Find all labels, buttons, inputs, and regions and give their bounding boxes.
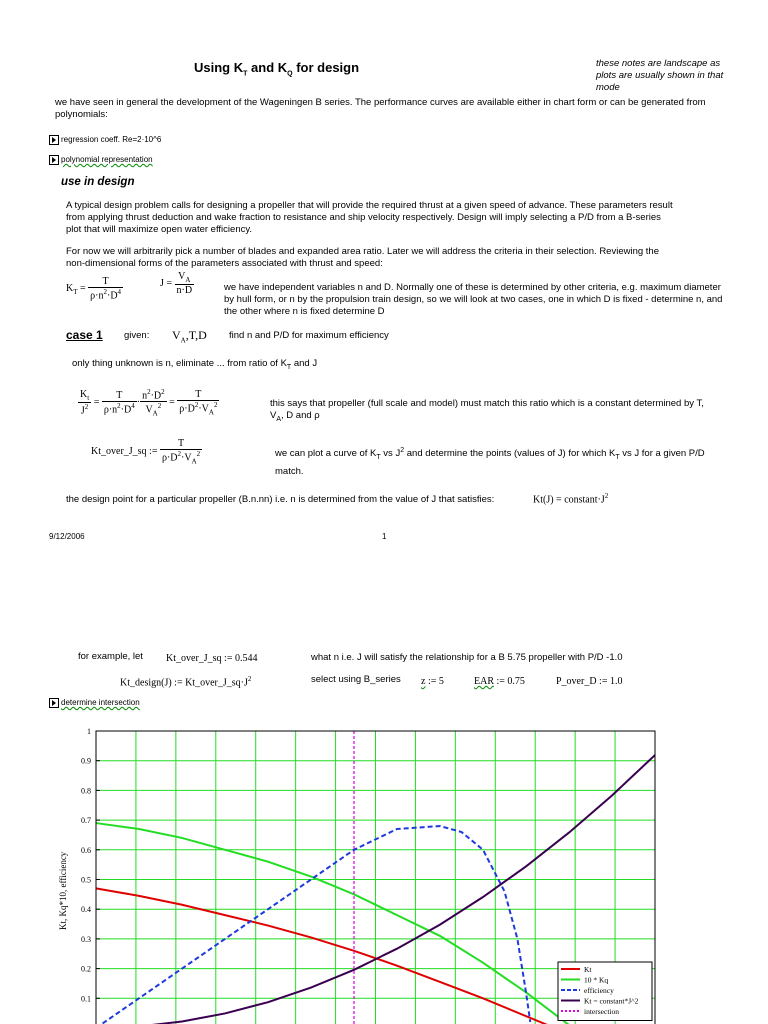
- y-tick-label: 0.8: [81, 786, 91, 796]
- y-tick-label: 0.5: [81, 875, 91, 885]
- j-definition: J = $\frac{V_A}{n\cdot D}$: [160, 271, 193, 296]
- case-heading: case 1: [66, 328, 103, 342]
- paragraph-variables: we have independent variables n and D. Normally one of these is determined by other criteria, e.g. maximum diameter by hull form, or n by the propulsion train design, so we will look at two cases, one in which D is fixed - determine n, and the other where n is fixed determine D: [224, 282, 723, 317]
- case-given: given:: [124, 330, 150, 341]
- unknown-text: only thing unknown is n, eliminate ... from ratio of $K_T$ and J: [72, 358, 318, 371]
- series-line-efficiency: [96, 826, 530, 1024]
- legend-label: efficiency: [584, 986, 614, 995]
- landscape-note: these notes are landscape as plots are usually shown in that mode: [596, 58, 724, 93]
- ratio-equation: $\frac{K_t}{J^2}$ = $\frac{T}{\rho\cdot n^2\cdot D^4}$ · $\frac{n^2\cdot D^2}{V_A^2}$ = $\frac{T}{\rho\cdot D^2\cdot V_A^2}$: [80, 388, 218, 418]
- series-line-10-kq: [96, 823, 569, 1024]
- y-tick-labels: [81, 727, 100, 1003]
- intersection-region[interactable]: determine intersection: [49, 698, 140, 708]
- page-title: Using $K_T$ and $K_Q$ for design: [194, 60, 360, 78]
- design-equation: $Kt(J) = constant\cdot J^2$: [533, 492, 609, 506]
- section-heading: use in design: [61, 176, 135, 188]
- kt-assign: Kt_over_J_sq := 0.544: [166, 653, 258, 664]
- what-n-text: what n i.e. J will satisfy the relationship for a B 5.75 propeller with P/D -1.0: [311, 652, 623, 663]
- paragraph-blades: For now we will arbitrarily pick a number of blades and expanded area ratio. Later we will address the criteria in their selection. Reviewing the non-dimensional forms of the parameters associated with thrust and speed:: [66, 246, 659, 269]
- performance-chart: [0, 700, 768, 1024]
- chart-legend: [558, 962, 652, 1021]
- y-tick-label: 1: [87, 727, 91, 736]
- design-point-text: the design point for a particular propeller (B.n.nn) i.e. n is determined from the value of J that satisfies:: [66, 494, 495, 505]
- y-tick-label: 0.4: [81, 905, 91, 915]
- kt-design-def: Kt_design(J) := $Kt\_over\_J\_sq\cdot J^2$: [120, 675, 252, 689]
- intro-text: we have seen in general the development of the Wageningen B series. The performance curves are available either in chart form or can be generated from polynomials:: [55, 97, 706, 120]
- legend-label: Kt: [584, 965, 592, 974]
- ear-assign: EAR := 0.75: [474, 676, 525, 687]
- footer-page: 1: [382, 532, 387, 541]
- y-tick-label: 0.2: [81, 964, 91, 974]
- y-tick-label: 0.1: [81, 994, 91, 1004]
- y-axis-label: Kt, Kq*10, efficiency: [58, 851, 68, 930]
- legend-label: intersection: [584, 1007, 619, 1016]
- y-tick-label: 0.6: [81, 845, 91, 855]
- case-vars: $V_A,T,D$: [172, 328, 207, 345]
- paragraph-design: A typical design problem calls for designing a propeller that will provide the required thrust at a given speed of advance. These parameters result from applying thrust deduction and wake fraction to resistance and ship velocity respectively. Design will imply selecting a P/D from a B-series plot that will maximize open water efficiency.: [66, 200, 673, 235]
- footer-date: 9/12/2006: [49, 532, 85, 541]
- kt-definition: $K_T$ = $\frac{T}{\rho\cdot n^2\cdot D^4}$: [66, 276, 122, 302]
- expand-arrow-icon[interactable]: [49, 135, 59, 145]
- plot-text: we can plot a curve of $K_T$ vs $J^2$ and determine the points (values of J) for which $K_T$ vs J for a given P/D match.: [275, 447, 705, 478]
- y-tick-label: 0.9: [81, 756, 91, 766]
- z-assign: z := 5: [421, 676, 444, 687]
- polynomial-region[interactable]: polynomial representation: [49, 155, 153, 165]
- select-text: select using B_series: [311, 674, 401, 685]
- for-example-text: for example, let: [78, 651, 143, 662]
- legend-label: 10 * Kq: [584, 975, 609, 985]
- expand-arrow-icon[interactable]: [49, 155, 59, 165]
- y-tick-label: 0.7: [81, 816, 91, 826]
- match-text: this says that propeller (full scale and model) must match this ratio which is a constant determined by T, $V_A$, D and ρ: [270, 398, 704, 423]
- pod-assign: P_over_D := 1.0: [556, 676, 623, 687]
- case-find: find n and P/D for maximum efficiency: [229, 330, 389, 341]
- legend-label: Kt = constant*J^2: [584, 996, 639, 1006]
- regression-region[interactable]: regression coeff. Re=2·10^6: [49, 135, 161, 145]
- y-tick-label: 0.3: [81, 934, 91, 944]
- kt-over-j-equation: Kt_over_J_sq := $\frac{T}{\rho\cdot D^2\cdot V_A^2}$: [91, 438, 201, 466]
